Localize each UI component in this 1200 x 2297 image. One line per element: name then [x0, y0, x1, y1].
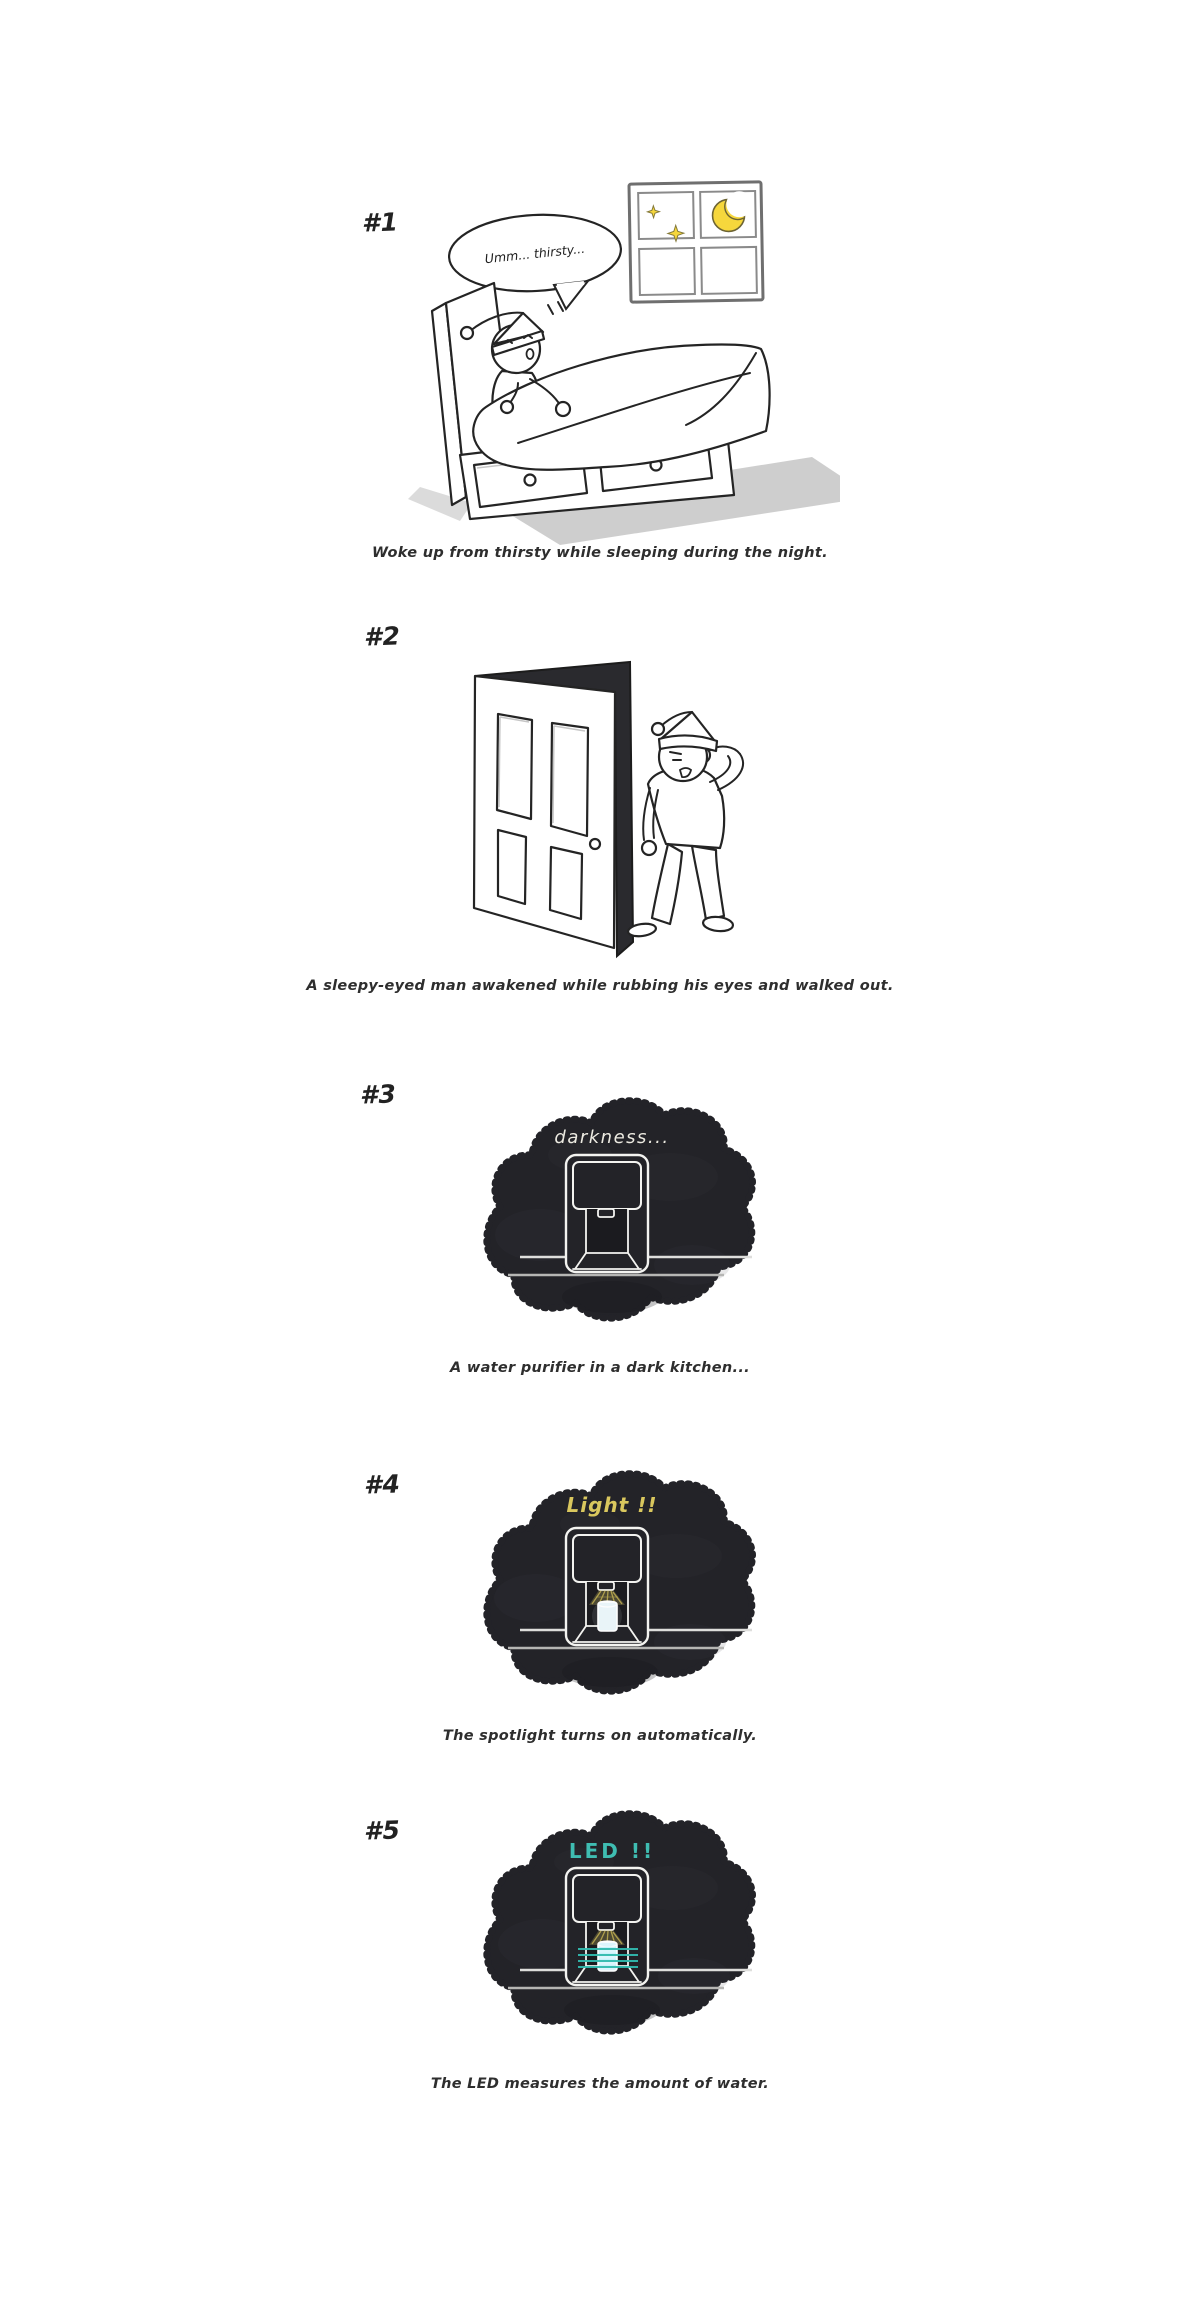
- panel-2-label: #2: [363, 621, 402, 652]
- sleepy-marks: [548, 302, 563, 314]
- sleepy-man: [627, 712, 743, 938]
- pant-leg: [652, 844, 682, 924]
- open-door: [474, 676, 615, 948]
- panel-1-caption: Woke up from thirsty while sleeping during the night.: [372, 545, 828, 561]
- panel-4-caption: The spotlight turns on automatically.: [442, 1728, 758, 1744]
- nightcap-tassel: [652, 723, 664, 735]
- foot: [702, 915, 733, 932]
- panel-1-label: #1: [361, 207, 400, 238]
- dispenser-spout: [598, 1922, 614, 1930]
- water-purifier: [566, 1155, 648, 1272]
- hand: [501, 401, 513, 413]
- pant-leg: [692, 846, 724, 920]
- panel-3-caption: A water purifier in a dark kitchen...: [450, 1360, 750, 1376]
- panel-5-illustration: [440, 1798, 780, 2068]
- panel-4-illustration: [440, 1458, 780, 1728]
- door-panel: [550, 847, 582, 919]
- darkness-text: darkness...: [554, 1127, 670, 1148]
- dispenser-spout: [598, 1582, 614, 1590]
- light-text: Light !!: [566, 1493, 658, 1517]
- hand: [642, 841, 656, 855]
- door-panel: [551, 723, 588, 836]
- window-pane: [701, 247, 757, 294]
- panel-5-caption: The LED measures the amount of water.: [430, 2076, 770, 2092]
- door-knob: [590, 839, 600, 849]
- panel-3-label: #3: [359, 1079, 398, 1110]
- hand: [556, 402, 570, 416]
- yawning-mouth: [527, 349, 534, 359]
- led-text: LED !!: [568, 1839, 656, 1863]
- water-cup: [598, 1601, 617, 1631]
- panel-2-caption: A sleepy-eyed man awakened while rubbing his eyes and walked out.: [306, 978, 894, 994]
- night-window: [629, 182, 763, 302]
- panel-2-illustration: [430, 612, 840, 967]
- panel-5-label: #5: [363, 1815, 402, 1846]
- drawer-knob: [525, 475, 536, 486]
- panel-3-illustration: [440, 1085, 780, 1355]
- window-pane: [638, 192, 694, 239]
- dispenser-spout: [598, 1209, 614, 1217]
- panel-1-illustration: [320, 125, 840, 565]
- nightcap-tassel: [461, 327, 473, 339]
- speech-bubble-text: Umm... thirsty...: [484, 240, 586, 267]
- panel-4-label: #4: [363, 1469, 402, 1500]
- door-panel: [497, 714, 532, 819]
- door-panel: [498, 830, 526, 904]
- window-pane: [639, 248, 695, 295]
